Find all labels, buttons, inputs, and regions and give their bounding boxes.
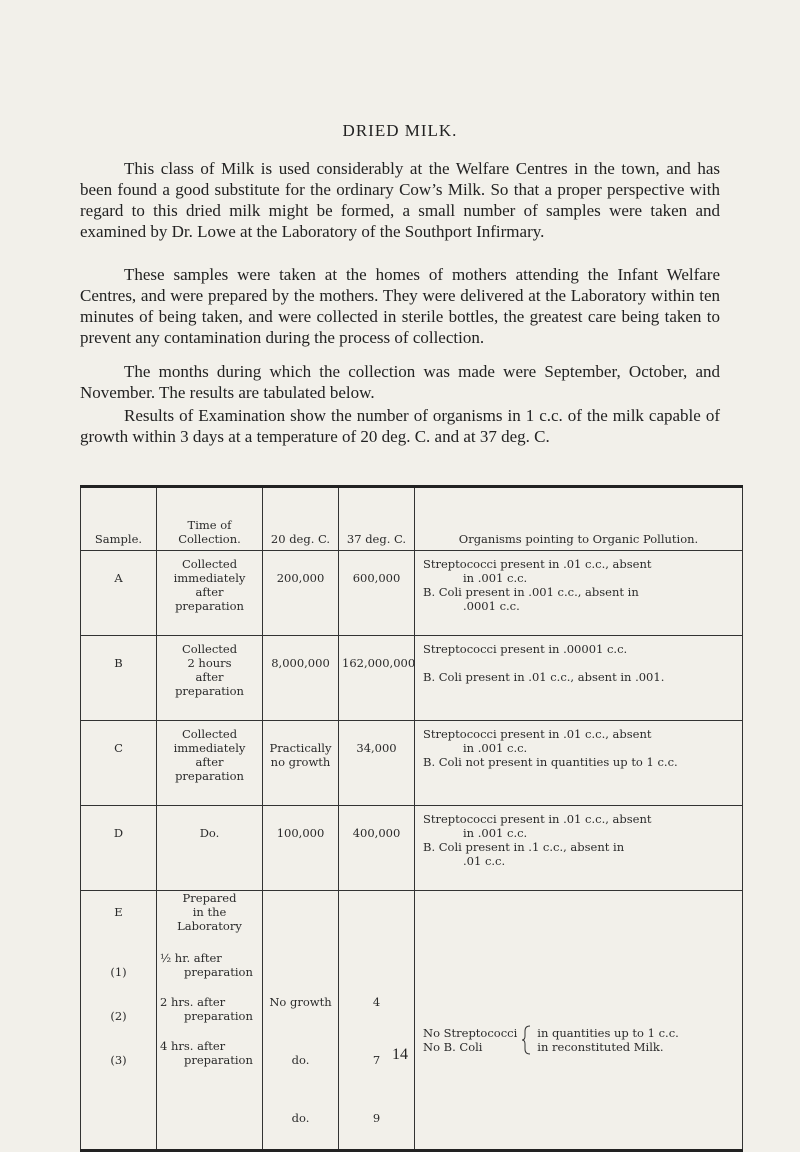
sample-e-cell: E (1) (2) (3) — [81, 891, 157, 1151]
table-row — [81, 721, 743, 806]
count-20-cell: 200,000 — [263, 551, 339, 636]
organisms-cell: Streptococci present in .01 c.c., absent in .001 c.c. B. Coli present in .1 c.c., absent in .01 c.c. — [415, 806, 743, 891]
page-title: DRIED MILK. — [342, 121, 458, 140]
sample-cell: B — [81, 636, 157, 721]
sample-cell: D — [81, 806, 157, 891]
header-20deg: 20 deg. C. — [263, 487, 339, 551]
paragraph-intro: This class of Milk is used considerably at the Welfare Centres in the town, and has been found a good substitute for the ordinary Cow’s Milk. So that a proper perspective with regard to this dried milk might be formed, a small number of samples were taken and examined by Dr. Lowe at the Laboratory of the Southport Infirmary. — [80, 159, 720, 241]
paragraph-months: The months during which the collection was made were September, October, and November. The results are tabulated below. — [80, 362, 720, 402]
count-20-cell: 100,000 — [263, 806, 339, 891]
time-cell: Collected 2 hours after preparation — [157, 636, 263, 721]
table-row — [81, 806, 743, 891]
header-sample: Sample. — [81, 487, 157, 551]
count-20-e-cell: No growth do. do. — [263, 891, 339, 1151]
sample-cell: C — [81, 721, 157, 806]
time-e-cell: Prepared in the Laboratory ½ hr. after preparation 2 hrs. after preparation 4 hrs. after preparation — [157, 891, 263, 1151]
table-row — [81, 551, 743, 636]
organisms-e-cell: No Streptococci No B. Coli in quantities up to 1 c.c. in reconstituted Milk. — [415, 891, 743, 1151]
sample-cell: A — [81, 551, 157, 636]
count-37-cell: 34,000 — [339, 721, 415, 806]
table-row — [81, 636, 743, 721]
page-number: 14 — [392, 1046, 408, 1063]
table-row-sample-e — [81, 891, 743, 1151]
header-37deg: 37 deg. C. — [339, 487, 415, 551]
table-header-row — [81, 487, 743, 551]
time-cell: Do. — [157, 806, 263, 891]
count-37-cell: 400,000 — [339, 806, 415, 891]
paragraph-results: Results of Examination show the number of organisms in 1 c.c. of the milk capable of growth within 3 days at a temperature of 20 deg. C. and at 37 deg. C. — [80, 406, 720, 446]
organisms-cell: Streptococci present in .00001 c.c. B. Coli present in .01 c.c., absent in .001. — [415, 636, 743, 721]
organisms-cell: Streptococci present in .01 c.c., absent in .001 c.c. B. Coli present in .001 c.c., absent in .0001 c.c. — [415, 551, 743, 636]
header-time: Time of Collection. — [157, 487, 263, 551]
count-37-cell: 600,000 — [339, 551, 415, 636]
count-20-cell: Practically no growth — [263, 721, 339, 806]
count-37-cell: 162,000,000 — [339, 636, 415, 721]
header-organisms: Organisms pointing to Organic Pollution. — [415, 487, 743, 551]
time-cell: Collected immediately after preparation — [157, 551, 263, 636]
count-20-cell: 8,000,000 — [263, 636, 339, 721]
paragraph-samples: These samples were taken at the homes of mothers attending the Infant Welfare Centres, and were prepared by the mothers. They were delivered at the Laboratory within ten minutes of being taken, and were collected in sterile bottles, the greatest care being taken to prevent any contamination during the process of collection. — [80, 265, 720, 347]
count-37-e-cell: 4 7 9 — [339, 891, 415, 1151]
organisms-cell: Streptococci present in .01 c.c., absent in .001 c.c. B. Coli not present in quantities up to 1 c.c. — [415, 721, 743, 806]
time-cell: Collected immediately after preparation — [157, 721, 263, 806]
